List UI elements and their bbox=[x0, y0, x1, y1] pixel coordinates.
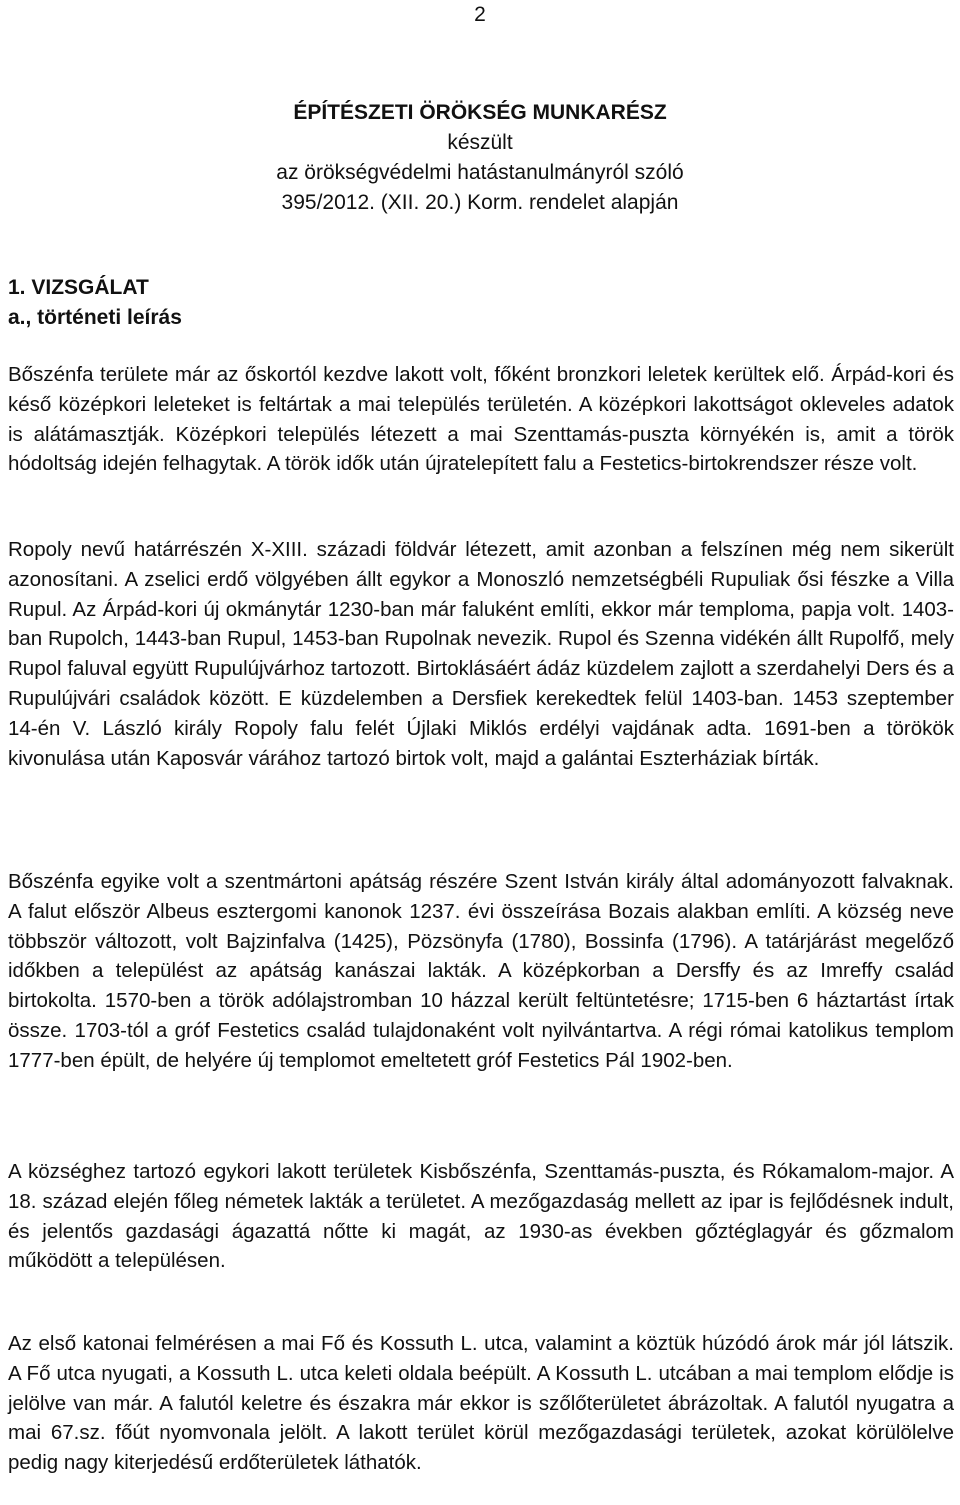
body-paragraph-2: Ropoly nevű határrészén X-XIII. századi földvár létezett, amit azonban a felszínen még nem sikerült azonosítani. A zselici erdő völgyében állt egykor a Monoszló nemzetségbéli Rupuliak ősi fészke a Villa Rupul. Az Árpád-kori új okmánytár 1230-ban már faluként említi, ekkor már temploma, papja volt. 1403-ban Rupolch, 1443-ban Rupul, 1453-ban Rupolnak nevezik. Rupol és Szenna vidékén állt Rupolfő, mely Rupol faluval együtt Rupulújvárhoz tartozott. Birtoklásáért ádáz küzdelem zajlott a szerdahelyi Ders és a Rupulújvári családok között. E küzdelemben a Dersfiek kerekedtek felül 1403-ban. 1453 szeptember 14-én V. László király Ropoly falu felét Újlaki Miklós erdélyi vajdának adta. 1691-ben a törökök kivonulása után Kaposvár várához tartozó birtok volt, majd a galántai Eszterháziak bírták. bbox=[8, 538, 954, 770]
body-paragraph-5: Az első katonai felmérésen a mai Fő és Kossuth L. utca, valamint a köztük húzódó árok már jól látszik. A Fő utca nyugati, a Kossuth L. utca keleti oldala beépült. A Kossuth L. utcában a mai templom elődje is jelölve van már. A falutól keletre és északra már ekkor is szőlőterületet ábrázoltak. A falutól nyugatra a mai 67.sz. főút nyomvonala jelölt. A lakott terület körül mezőgazdasági területek, azokat körülölelve pedig nagy kiterjedésű erdőterületek láthatók. bbox=[8, 1332, 954, 1475]
body-paragraph-4: A községhez tartozó egykori lakott területek Kisbőszénfa, Szenttamás-puszta, és Rókamalom-major. A 18. század elején főleg németek lakták a területet. A mezőgazdaság mellett az ipar is fejlődésnek indult, és jelentős gazdasági ágazattá nőtte ki magát, az 1930-as években gőztéglagyár és gőzmalom működött a településen. bbox=[8, 1160, 954, 1273]
title-line-regulation: 395/2012. (XII. 20.) Korm. rendelet alapján bbox=[281, 191, 679, 214]
document-title: ÉPÍTÉSZETI ÖRÖKSÉG MUNKARÉSZ bbox=[293, 101, 667, 124]
title-line-about: az örökségvédelmi hatástanulmányról szóló bbox=[276, 161, 684, 184]
document-title-block bbox=[0, 98, 960, 218]
page-number: 2 bbox=[474, 3, 486, 26]
section-number: 1. VIZSGÁLAT bbox=[8, 276, 149, 299]
body-paragraph-1: Bőszénfa területe már az őskortól kezdve lakott volt, főként bronzkori leletek kerültek elő. Árpád-kori és késő középkori leleteket is feltártak a mai település területén. A középkori lakottságot okleveles adatok is alátámasztják. Középkori település létezett a mai Szenttamás-puszta környékén is, amit a török hódoltság idején felhagytak. A török idők után újratelepített falu a Festetics-birtokrendszer része volt. bbox=[8, 363, 954, 476]
body-paragraph-3: Bőszénfa egyike volt a szentmártoni apátság részére Szent István király által adományozott falvaknak. A falut először Albeus esztergomi kanonok 1237. évi összeírása Bozais alakban említi. A község neve többször változott, volt Bajzinfalva (1425), Pözsönyfa (1780), Bossinfa (1796). A tatárjárást megelőző időkben a települést az apátság kanászai lakták. A középkorban a Dersffy és az Imreffy család birtokolta. 1570-ben a török adólajstromban 10 házzal került feltüntetésre; 1715-ben 6 háztartást írtak össze. 1703-tól a gróf Festetics család tulajdonaként volt nyilvántartva. A régi római katolikus templom 1777-ben épült, de helyére új templomot emeltetett gróf Festetics Pál 1902-ben. bbox=[8, 870, 954, 1072]
section-heading bbox=[8, 273, 182, 333]
section-subtitle: a., történeti leírás bbox=[8, 306, 182, 329]
title-line-prepared: készült bbox=[447, 131, 513, 154]
